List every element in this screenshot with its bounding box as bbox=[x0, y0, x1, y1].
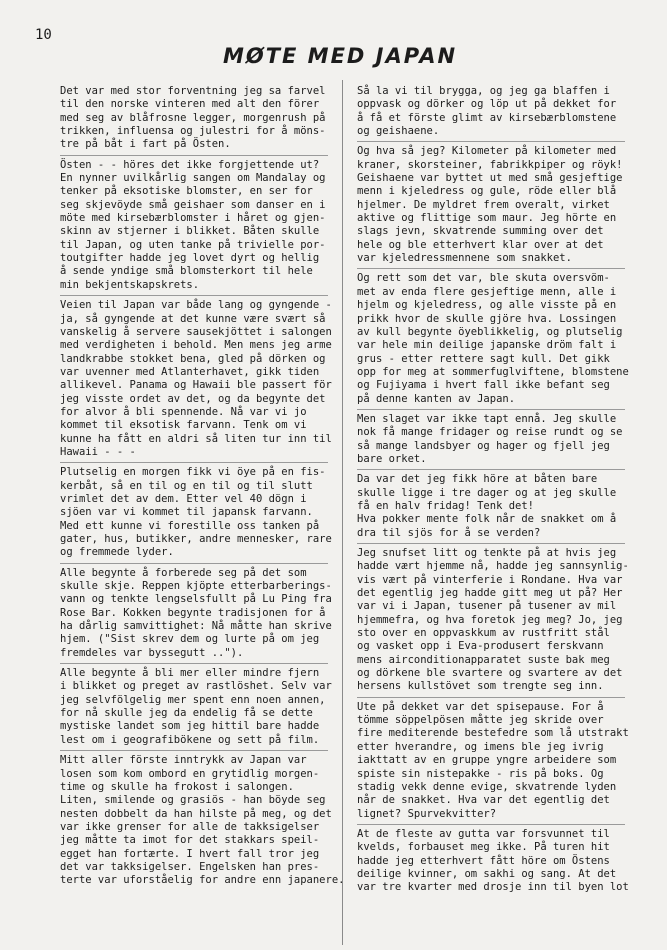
left-column bbox=[60, 85, 345, 894]
paragraph: Alle begynte å bli mer eller mindre fjern i blikket og preget av rastlöshet. Selv var jeg selvfölgelig mer spent enn noen annen, for nå skulle jeg da endelig få se dette mystiske landet som jeg hittil bare hadde lest om i geografibökene og sett på film. bbox=[60, 667, 328, 751]
paragraph: Da var det jeg fikk höre at båten bare skulle ligge i tre dager og at jeg skulle få en halv fridag! Tenk det! Hva pokker mente folk når de snakket om å dra til sjös for å se verden? bbox=[357, 473, 625, 544]
paragraph: Ute på dekket var det spisepause. For å tömme söppelpösen måtte jeg skride over fire mediterende bestefedre som lå utstrakt etter hverandre, og imens ble jeg ivrig iakttatt av en gruppe yngre arbeidere som spiste sin nistepakke - ris på boks. Og stadig vekk denne evige, skvatrende lyden når de snakket. Hva var det egentlig det lignet? Spurvekvitter? bbox=[357, 701, 625, 825]
paragraph: Veien til Japan var både lang og gyngende - ja, så gyngende at det kunne være svært så vanskelig å servere sausekjöttet i salongen med verdigheten i behold. Men mens jeg arme landkrabbe stokket bena, gled på dörken og var uvenner med Atlanterhavet, gikk tiden allikevel. Panama og Hawaii ble passert för jeg visste ordet av det, og da begynte det for alvor å bli spennende. Nå var vi jo kommet til eksotisk farvann. Tenk om vi kunne ha fått en aldri så liten tur inn til Hawaii - - - bbox=[60, 299, 328, 463]
paragraph: Så la vi til brygga, og jeg ga blaffen i oppvask og dörker og löp ut på dekket for å få et förste glimt av kirsebærblomstene og geishaene. bbox=[357, 85, 625, 142]
paragraph: Det var med stor forventning jeg sa farvel til den norske vinteren med alt den förer med seg av blåfrosne legger, morgenrush på trikken, influensa og julestri for å möns- tre på båt i fart på Östen. bbox=[60, 85, 328, 156]
paragraph: Men slaget var ikke tapt ennå. Jeg skulle nok få mange fridager og reise rundt og se så mange landsbyer og hager og fjell jeg bare orket. bbox=[357, 413, 625, 470]
right-column bbox=[357, 85, 629, 901]
paragraph: Mitt aller förste inntrykk av Japan var losen som kom ombord en grytidlig morgen- time og skulle ha frokost i salongen. Liten, smilende og grasiös - han böyde seg nesten dobbelt da han hilste på meg, og det var ikke grenser for alle de takksigelser jeg måtte ta imot for det stakkars speil- egget han fortærte. I hvert fall tror jeg det var takksigelser. Engelsken han pres- terte var uforståelig for andre enn japanere. bbox=[60, 754, 345, 887]
paragraph: Plutselig en morgen fikk vi öye på en fis- kerbåt, så en til og en til og til slutt vrimlet det av dem. Etter vel 40 dögn i sjöen var vi kommet til japansk farvann. Med ett kunne vi forestille oss tanken på gater, hus, butikker, andre mennesker, rare og fremmede lyder. bbox=[60, 466, 328, 563]
page-number: 10 bbox=[35, 27, 52, 43]
paragraph: Og rett som det var, ble skuta oversvöm- met av enda flere gesjeftige menn, alle i hjelm og kjeledress, og alle visste på en prikk hvor de skulle gjöre hva. Lossingen av kull begynte öyeblikkelig, og plutselig var hele min deilige japanske dröm falt i grus - etter rettere sagt kull. Det gikk opp for meg at sommerfuglviftene, blomstene og Fujiyama i hvert fall ikke befant seg på denne kanten av Japan. bbox=[357, 272, 625, 409]
paragraph: At de fleste av gutta var forsvunnet til kvelds, forbauset meg ikke. På turen hit hadde jeg etterhvert fått höre om Östens deilige kvinner, om sakhi og sang. At det var tre kvarter med drosje inn til byen lot bbox=[357, 827, 629, 894]
article-title: MØTE MED JAPAN bbox=[222, 44, 458, 68]
paragraph: Alle begynte å forberede seg på det som skulle skje. Reppen kjöpte etterbarberings- vann og tenkte lengselsfullt på Lu Ping fra Rose Bar. Kokken begynte tradisjonen for å ha dårlig samvittighet: Nå måtte han skrive hjem. ("Sist skrev dem og lurte på om jeg fremdeles var byssegutt .."). bbox=[60, 567, 328, 664]
paragraph: Jeg snufset litt og tenkte på at hvis jeg hadde vært hjemme nå, hadde jeg sannsynlig- vis vært på vinterferie i Rondane. Hva var det egentlig jeg hadde gitt meg ut på? Her var vi i Japan, tusener på tusener av mil hjemmefra, og hva foretok jeg meg? Jo, jeg sto over en oppvaskkum av rustfritt stål og vasket opp i Eva-produsert ferskvann mens airconditionapparatet suste bak meg og dörkene ble svartere og svartere av det hersens kullstövet som trengte seg inn. bbox=[357, 547, 625, 698]
column-divider bbox=[342, 80, 343, 945]
paragraph: Og hva så jeg? Kilometer på kilometer med kraner, skorsteiner, fabrikkpiper og röyk! Geishaene var byttet ut med små gesjeftige menn i kjeledress og gule, röde eller blå hjelmer. De myldret frem overalt, virket aktive og flittige som maur. Jeg hörte en slags jevn, skvatrende summing over det hele og ble etterhvert klar over at det var kjeledressmennene som snakket. bbox=[357, 145, 625, 269]
paragraph: Östen - - höres det ikke forgjettende ut? En nynner uvilkårlig sangen om Mandalay og tenker på eksotiske blomster, en ser for seg skjevöyde små geishaer som danser en i möte med kirsebærblomster i håret og gjen- skinn av stjerner i blikket. Båten skulle til Japan, og uten tanke på trivielle por- toutgifter hadde jeg lovet dyrt og hellig å sende yndige små blomsterkort til hele min bekjentskapskrets. bbox=[60, 159, 328, 296]
